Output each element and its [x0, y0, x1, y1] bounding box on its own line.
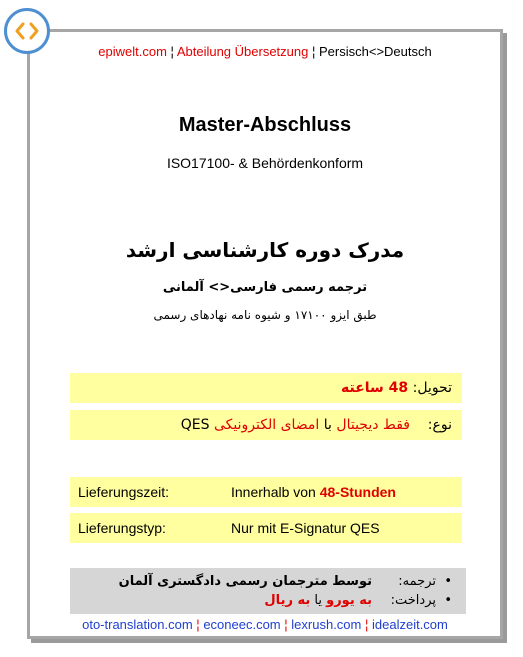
subtitle-german: ISO17100- & Behördenkonform	[166, 155, 364, 171]
fa-delivery-row	[70, 373, 462, 403]
bullet: •	[444, 593, 452, 608]
footer-sep: ¦	[364, 617, 369, 632]
footer-sep: ¦	[284, 617, 288, 632]
code-brackets-icon[interactable]	[4, 8, 50, 54]
de-delivery-hours: 48-Stunden	[319, 484, 396, 500]
de-type-label: Lieferungstyp:	[78, 520, 166, 536]
header-line	[30, 44, 500, 59]
fa-type-digital: فقط دیجیتال	[336, 417, 410, 433]
fa-type-label: نوع:	[427, 417, 452, 433]
info-translation-row	[70, 572, 452, 591]
header-sep-2: ¦	[311, 44, 316, 59]
de-delivery-label: Lieferungszeit:	[78, 484, 170, 500]
info-payment-row	[70, 591, 452, 610]
info-translation-label: ترجمه:	[398, 574, 436, 589]
info-payment-rial: به ریال	[264, 593, 311, 608]
fa-type-esign: امضای الکترونیکی	[214, 417, 320, 433]
info-payment-or: یا	[314, 593, 322, 608]
fa-delivery-label: تحویل:	[412, 380, 452, 396]
info-box	[70, 568, 466, 614]
header-direction: Persisch<>Deutsch	[319, 44, 432, 59]
de-delivery-row	[70, 477, 462, 507]
footer-link-idealzeit[interactable]: idealzeit.com	[372, 617, 448, 632]
footer-links	[30, 617, 500, 632]
de-type-value: Nur mit E-Signatur QES	[231, 520, 380, 536]
footer-link-lexrush[interactable]: lexrush.com	[291, 617, 362, 632]
subtitle-persian-standard: طبق ایزو ۱۷۱۰۰ و شیوه نامه نهادهای رسمی	[153, 308, 377, 322]
fa-type-row	[70, 410, 462, 440]
header-site-link[interactable]: epiwelt.com	[98, 44, 167, 59]
fa-delivery-value: 48 ساعته	[341, 380, 409, 396]
title-persian: مدرک دوره کارشناسی ارشد	[125, 238, 405, 262]
footer-sep: ¦	[196, 617, 200, 632]
code-brackets-glyph	[15, 22, 39, 40]
footer-link-oto[interactable]: oto-translation.com	[82, 617, 193, 632]
de-type-row	[70, 513, 462, 543]
bullet: •	[444, 574, 452, 589]
header-department: Abteilung Übersetzung	[176, 44, 309, 59]
title-german: Master-Abschluss	[178, 114, 352, 136]
fa-type-qes: QES	[180, 417, 210, 433]
fa-type-with: با	[323, 417, 332, 433]
subtitle-persian: ترجمه رسمی فارسی<> آلمانی	[162, 280, 368, 295]
info-payment-label: پرداخت:	[390, 593, 436, 608]
info-payment-euro: به یورو	[326, 593, 372, 608]
document-page	[27, 29, 503, 639]
footer-link-econeec[interactable]: econeec.com	[203, 617, 281, 632]
header-sep-1: ¦	[170, 44, 174, 59]
de-delivery-prefix: Innerhalb von	[231, 484, 316, 500]
info-translation-value: توسط مترجمان رسمی دادگستری آلمان	[118, 574, 372, 589]
de-delivery-value	[231, 477, 396, 507]
